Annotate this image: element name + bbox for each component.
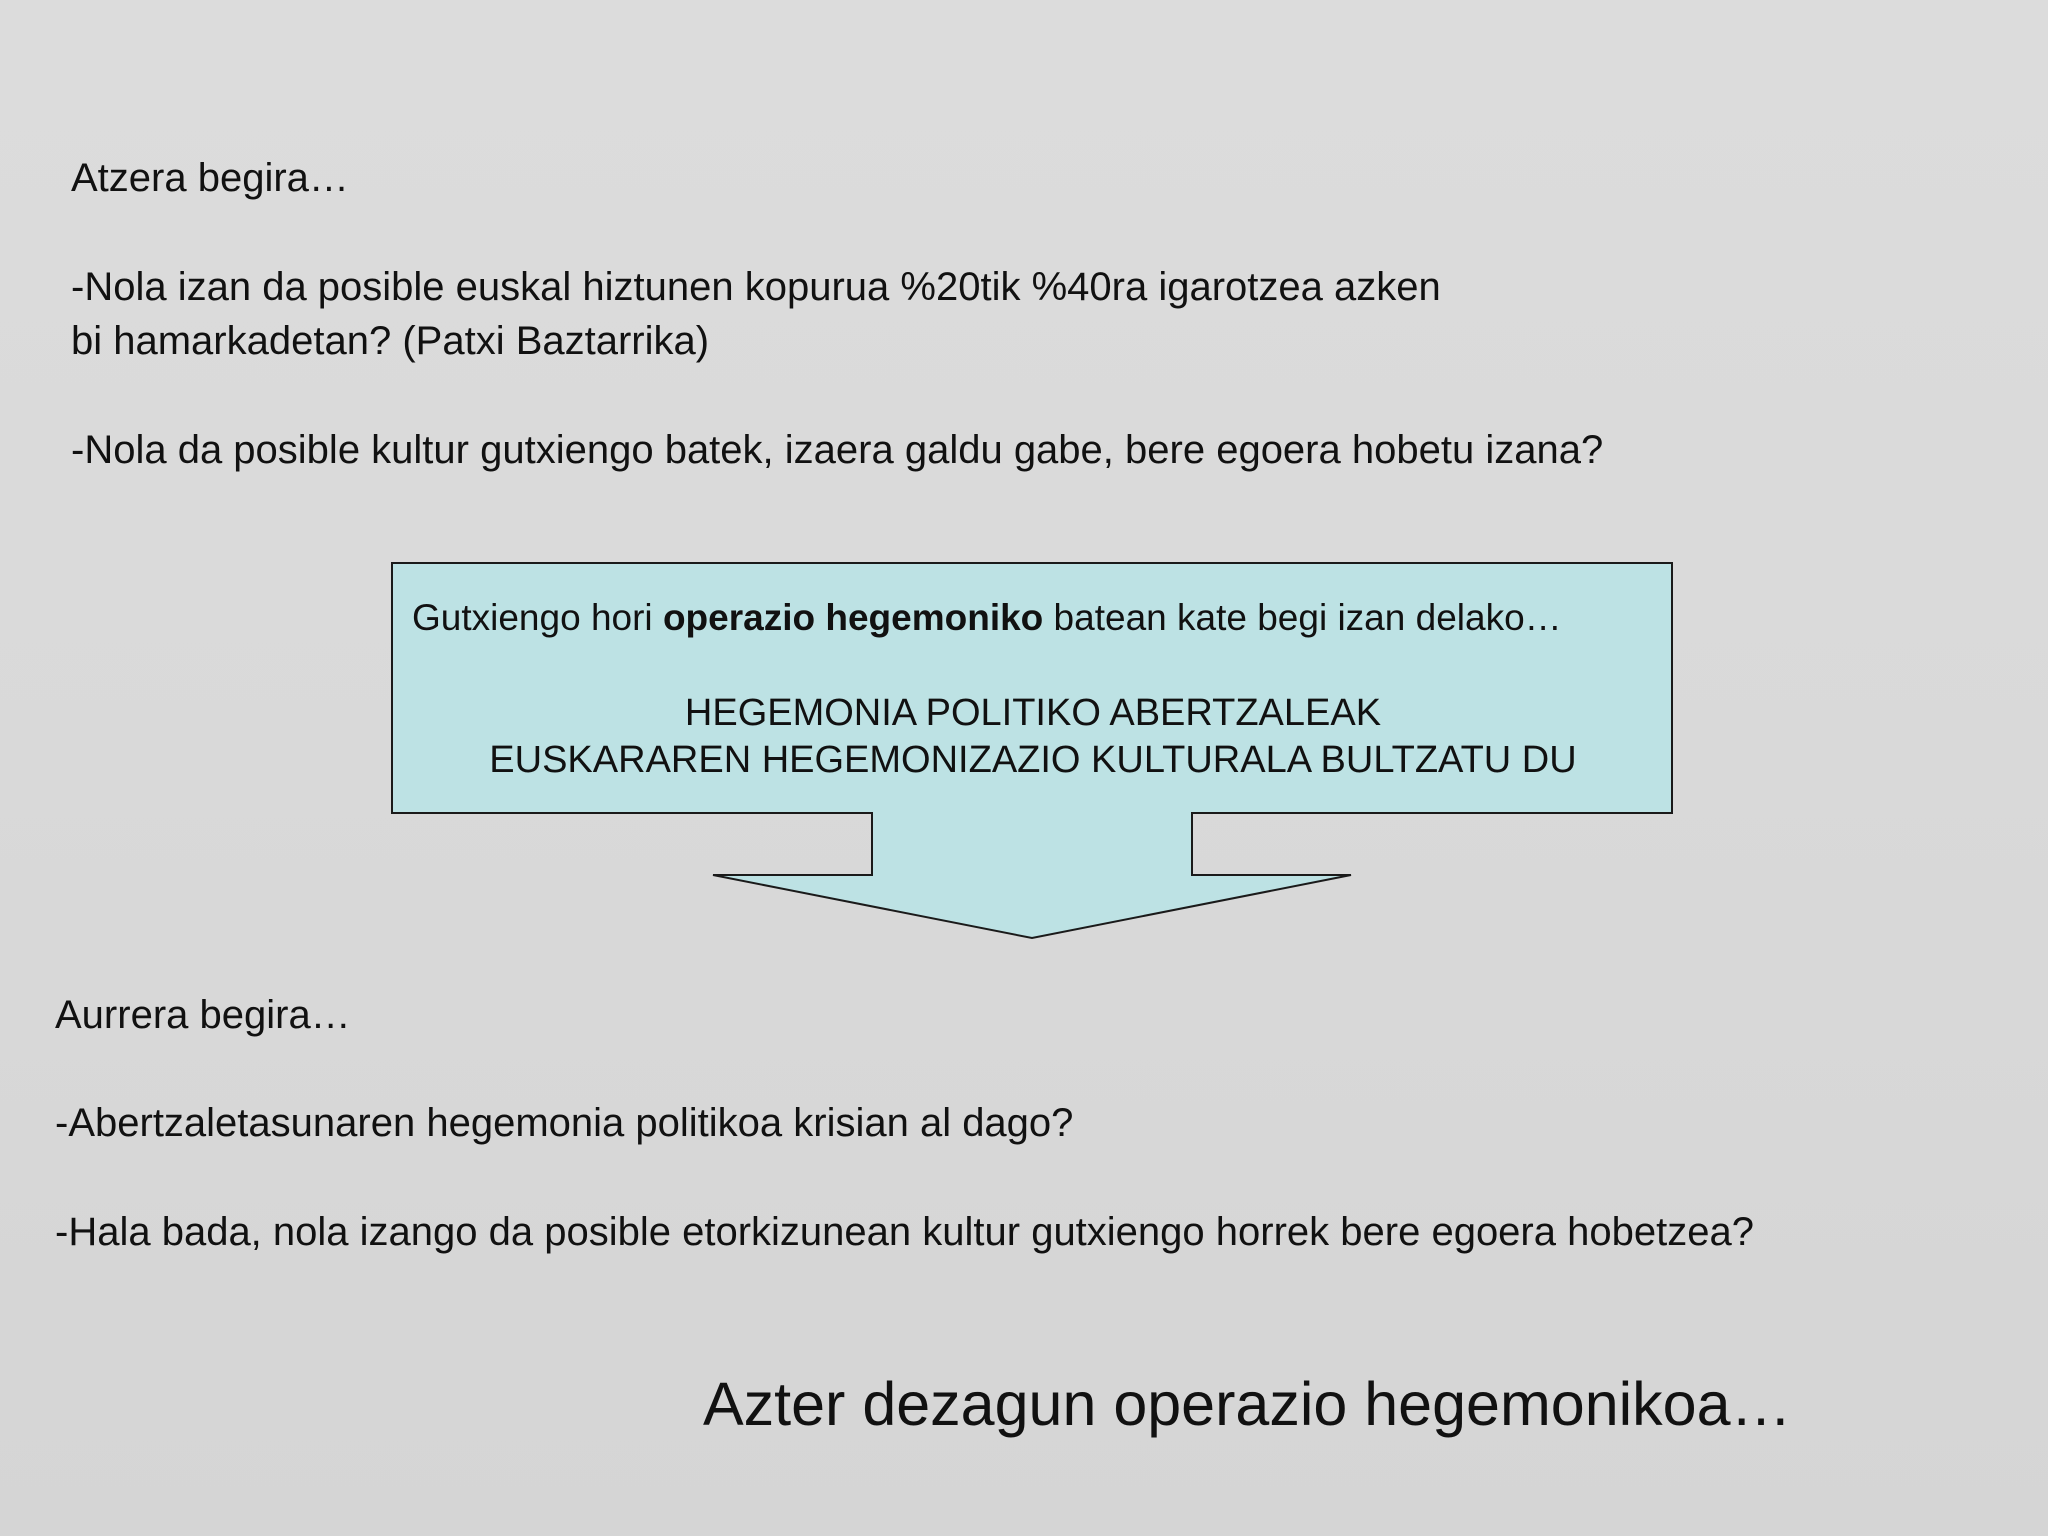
callout-statement-line-2: EUSKARAREN HEGEMONIZAZIO KULTURALA BULTZATU DU xyxy=(489,739,1577,781)
past-question-2: -Nola da posible kultur gutxiengo batek, izaera galdu gabe, bere egoera hobetu izana? xyxy=(71,428,1604,472)
future-heading: Aurrera begira… xyxy=(55,993,351,1037)
callout-intro xyxy=(412,595,1562,641)
past-question-1-line-2: bi hamarkadetan? (Patxi Baztarrika) xyxy=(71,319,710,363)
callout-intro-before: Gutxiengo hori xyxy=(412,597,663,638)
callout-statement-line-1: HEGEMONIA POLITIKO ABERTZALEAK xyxy=(684,692,1382,734)
callout-intro-after: batean kate begi izan delako… xyxy=(1043,597,1562,638)
past-heading: Atzera begira… xyxy=(71,156,349,200)
past-question-1-line-1: -Nola izan da posible euskal hiztunen kopurua %20tik %40ra igarotzea azken xyxy=(71,265,1441,309)
callout-intro-bold: operazio hegemoniko xyxy=(662,597,1044,638)
closing-statement: Azter dezagun operazio hegemonikoa… xyxy=(703,1370,1792,1438)
future-question-2: -Hala bada, nola izango da posible etorkizunean kultur gutxiengo horrek bere egoera hobetzea? xyxy=(55,1210,1754,1254)
future-question-1: -Abertzaletasunaren hegemonia politikoa krisian al dago? xyxy=(55,1101,1074,1145)
